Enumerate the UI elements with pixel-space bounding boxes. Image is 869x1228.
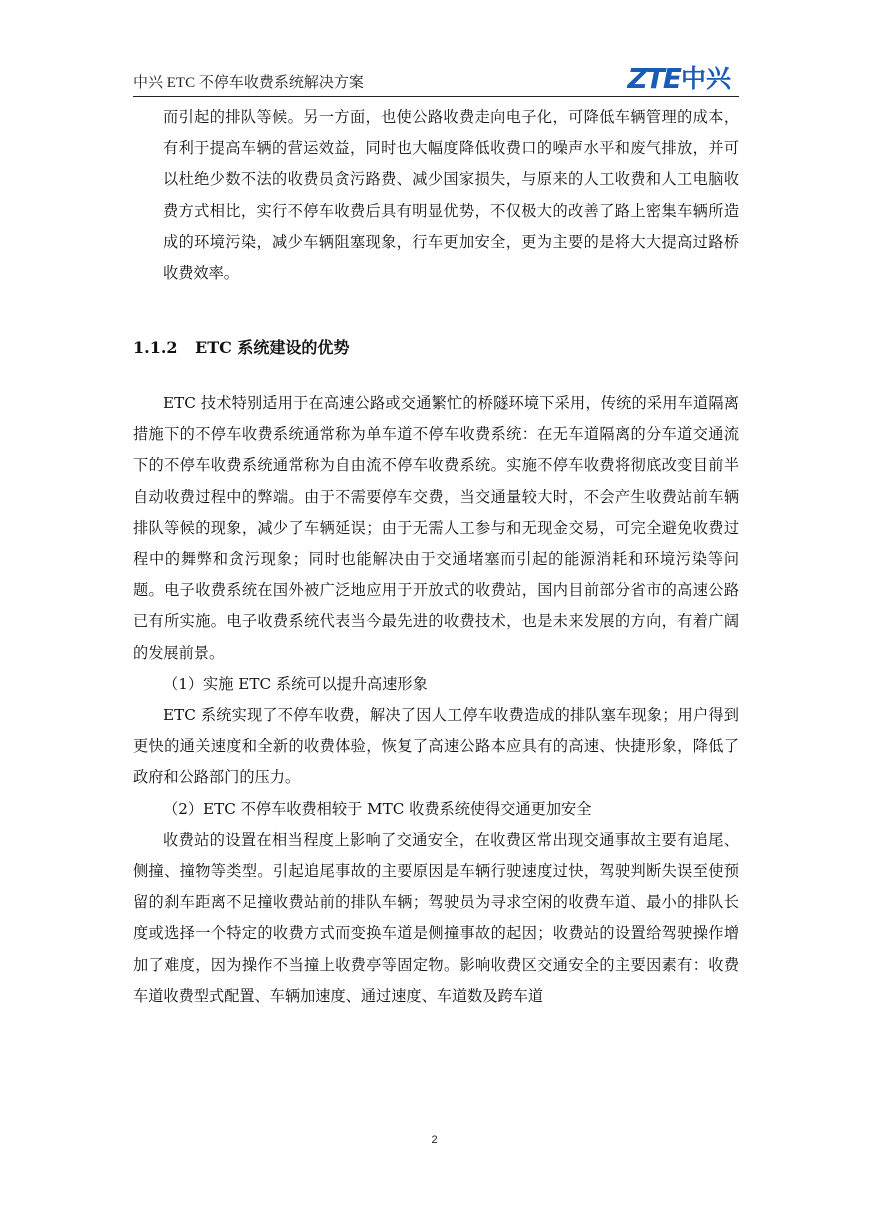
item-2-text: 收费站的设置在相当程度上影响了交通安全，在收费区常出现交通事故主要有追尾、侧撞、撞物等类型。引起追尾事故的主要原因是车辆行驶速度过快，驾驶判断失误至使预留的刹车距离不足撞收费站前的排队车辆；驾驶员为寻求空闲的收费车道、最小的排队长度或选择一个特定的收费方式而变换车道是侧撞事故的起因；收费站的设置给驾驶操作增加了难度，因为操作不当撞上收费亭等固定物。影响收费区交通安全的主要因素有：收费车道收费型式配置、车辆加速度、通过速度、车道数及跨车道 — [133, 830, 739, 1005]
zte-logo — [627, 62, 731, 95]
item-1-text: ETC 系统实现了不停车收费，解决了因人工停车收费造成的排队塞车现象；用户得到更快的通关速度和全新的收费体验，恢复了高速公路本应具有的高速、快捷形象，降低了政府和公路部门的压力。 — [133, 706, 739, 787]
section-paragraph-1: ETC 技术特别适用于在高速公路或交通繁忙的桥隧环境下采用，传统的采用车道隔离措施下的不停车收费系统通常称为单车道不停车收费系统：在无车道隔离的分车道交通流下的不停车收费系统通常称为自由流不停车收费系统。实施不停车收费将彻底改变目前半自动收费过程中的弊端。由于不需要停车交费，当交通量较大时，不会产生收费站前车辆排队等候的现象，减少了车辆延误；由于无需人工参与和无现金交易，可完全避免收费过程中的舞弊和贪污现象；同时也能解决由于交通堵塞而引起的能源消耗和环境污染等问题。电子收费系统在国外被广泛地应用于开放式的收费站，国内目前部分省市的高速公路已有所实施。电子收费系统代表当今最先进的收费技术，也是未来发展的方向，有着广阔的发展前景。 — [133, 394, 739, 662]
item-2-title: （2）ETC 不停车收费相较于 MTC 收费系统使得交通更加安全 — [163, 799, 592, 818]
intro-paragraph: 而引起的排队等候。另一方面，也使公路收费走向电子化，可降低车辆管理的成本，有利于提高车辆的营运效益，同时也大幅度降低收费口的噪声水平和废气排放，并可以杜绝少数不法的收费员贪污路费、减少国家损失，与原来的人工收费和人工电脑收费方式相比，实行不停车收费后具有明显优势，不仅极大的改善了路上密集车辆所造成的环境污染，减少车辆阻塞现象，行车更加安全，更为主要的是将大大提高过路桥收费效率。 — [163, 108, 739, 283]
item-1-title: （1）实施 ETC 系统可以提升高速形象 — [163, 674, 428, 693]
section-number: 1.1.2 — [133, 338, 178, 357]
section-heading — [133, 335, 349, 358]
logo-zte-text: ZTE — [627, 62, 680, 95]
section-title: ETC 系统建设的优势 — [195, 338, 350, 357]
page-number: 2 — [431, 1134, 438, 1146]
page-header — [133, 58, 739, 97]
section-body — [133, 388, 739, 1012]
logo-cn-text: 中兴 — [680, 64, 731, 93]
intro-block — [133, 102, 739, 289]
header-title: 中兴 ETC 不停车收费系统解决方案 — [133, 75, 364, 91]
